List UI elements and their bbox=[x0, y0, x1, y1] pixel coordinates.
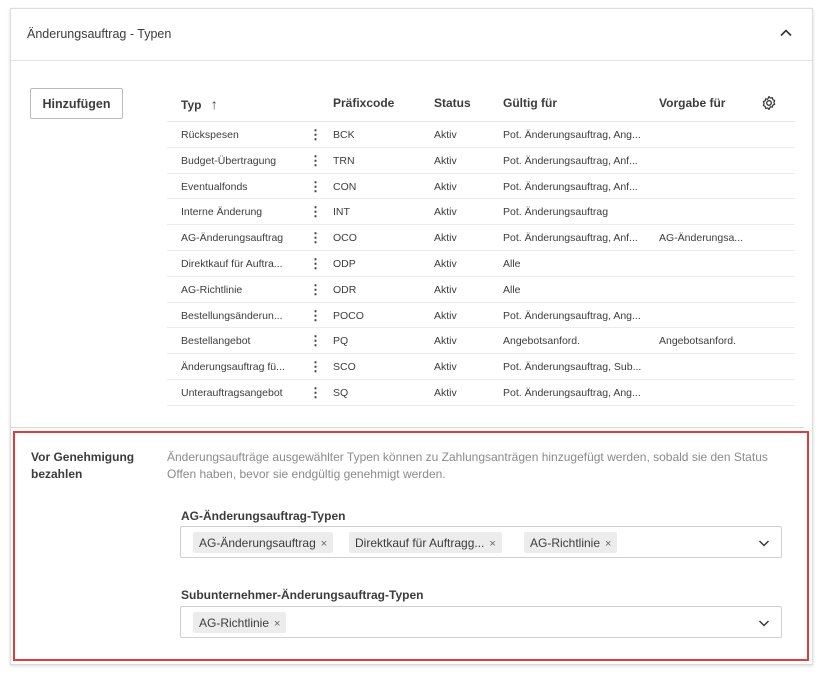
divider bbox=[11, 427, 804, 428]
table-row[interactable] bbox=[167, 303, 795, 329]
column-label: Typ bbox=[181, 98, 202, 112]
table-row[interactable] bbox=[167, 122, 795, 148]
valid-for-cell: Pot. Änderungsauftrag, Ang... bbox=[503, 309, 641, 322]
valid-for-cell: Pot. Änderungsauftrag, Ang... bbox=[503, 386, 641, 399]
type-cell: Änderungsauftrag fü... bbox=[181, 361, 285, 374]
column-header-status[interactable]: Status bbox=[434, 96, 471, 110]
status-cell: Aktiv bbox=[434, 283, 457, 296]
chevron-down-icon[interactable] bbox=[757, 616, 771, 630]
prefix-cell: ODP bbox=[333, 257, 356, 270]
selected-chip bbox=[193, 532, 333, 553]
prefix-cell: INT bbox=[333, 206, 350, 219]
prefix-cell: SCO bbox=[333, 361, 356, 374]
valid-for-cell: Pot. Änderungsauftrag bbox=[503, 206, 609, 219]
status-cell: Aktiv bbox=[434, 386, 457, 399]
status-cell: Aktiv bbox=[434, 180, 457, 193]
type-cell: Rückspesen bbox=[181, 129, 239, 141]
status-cell: Aktiv bbox=[434, 361, 457, 374]
chevron-down-icon[interactable] bbox=[757, 536, 771, 550]
remove-chip-icon[interactable]: × bbox=[320, 538, 328, 550]
more-options-icon[interactable]: ⋮ bbox=[309, 127, 322, 142]
table-row[interactable] bbox=[167, 148, 795, 174]
table-row[interactable] bbox=[167, 251, 795, 277]
table-row[interactable] bbox=[167, 225, 795, 251]
table-row[interactable] bbox=[167, 174, 795, 200]
prefix-cell: ODR bbox=[333, 283, 357, 296]
valid-for-cell: Pot. Änderungsauftrag, Ang... bbox=[503, 129, 641, 141]
type-cell: AG-Richtlinie bbox=[181, 283, 243, 296]
more-options-icon[interactable]: ⋮ bbox=[309, 255, 322, 271]
type-cell: Unterauftragsangebot bbox=[181, 386, 283, 399]
sub-types-label: Subunternehmer-Änderungsauftrag-Typen bbox=[181, 588, 424, 602]
prefix-cell: PQ bbox=[333, 335, 349, 348]
remove-chip-icon[interactable]: × bbox=[274, 618, 281, 630]
types-table bbox=[167, 87, 795, 406]
column-header-typ[interactable] bbox=[181, 96, 218, 112]
valid-for-cell: Alle bbox=[503, 283, 521, 296]
prefix-cell: CON bbox=[333, 180, 357, 193]
section-label: Vor Genehmigung bezahlen bbox=[31, 450, 135, 481]
more-options-icon[interactable]: ⋮ bbox=[309, 230, 322, 246]
status-cell: Aktiv bbox=[434, 154, 457, 167]
status-cell: Aktiv bbox=[434, 309, 457, 322]
chip-label: AG-Richtlinie bbox=[199, 616, 270, 630]
more-options-icon[interactable]: ⋮ bbox=[309, 384, 322, 400]
valid-for-cell: Angebotsanford. bbox=[503, 335, 581, 348]
status-cell: Aktiv bbox=[434, 206, 457, 219]
status-cell: Aktiv bbox=[434, 257, 457, 270]
more-options-icon[interactable]: ⋮ bbox=[309, 307, 322, 323]
remove-chip-icon[interactable]: × bbox=[489, 538, 496, 550]
remove-chip-icon[interactable]: × bbox=[605, 538, 612, 550]
default-for-cell: AG-Änderungsa... bbox=[659, 232, 744, 245]
more-options-icon[interactable]: ⋮ bbox=[309, 204, 322, 220]
column-header-valid-for[interactable]: Gültig für bbox=[503, 96, 557, 110]
panel-title: Änderungsauftrag - Typen bbox=[27, 27, 172, 41]
more-options-icon[interactable]: ⋮ bbox=[309, 152, 322, 168]
table-header bbox=[167, 87, 795, 122]
gear-icon[interactable] bbox=[761, 95, 777, 111]
selected-chip bbox=[524, 532, 617, 553]
ag-types-label: AG-Änderungsauftrag-Typen bbox=[181, 509, 346, 523]
selected-chip bbox=[193, 612, 286, 633]
more-options-icon[interactable]: ⋮ bbox=[309, 178, 322, 194]
table-row[interactable] bbox=[167, 354, 795, 380]
type-cell: Interne Änderung bbox=[181, 206, 263, 219]
default-for-cell: Angebotsanford. bbox=[659, 335, 737, 348]
more-options-icon[interactable]: ⋮ bbox=[309, 359, 322, 375]
type-cell: Eventualfonds bbox=[181, 180, 248, 193]
chip-label: AG-Richtlinie bbox=[530, 536, 601, 550]
prefix-cell: OCO bbox=[333, 232, 357, 245]
prefix-cell: POCO bbox=[333, 309, 364, 322]
change-order-types-panel bbox=[10, 8, 813, 665]
sort-ascending-icon: ↑ bbox=[210, 96, 218, 112]
valid-for-cell: Pot. Änderungsauftrag, Anf... bbox=[503, 232, 638, 245]
more-options-icon[interactable]: ⋮ bbox=[309, 333, 322, 349]
prefix-cell: BCK bbox=[333, 129, 355, 141]
status-cell: Aktiv bbox=[434, 232, 457, 245]
table-row[interactable] bbox=[167, 199, 795, 225]
section-description: Änderungsaufträge ausgewählter Typen können zu Zahlungsanträgen hinzugefügt werden, sobald sie den Status Offen haben, bevor sie endgültig genehmigt werden. bbox=[167, 450, 768, 481]
table-row[interactable] bbox=[167, 277, 795, 303]
ag-types-multiselect[interactable] bbox=[180, 526, 782, 558]
type-cell: Bestellungsänderun... bbox=[181, 309, 283, 322]
valid-for-cell: Pot. Änderungsauftrag, Anf... bbox=[503, 154, 638, 167]
selected-chip bbox=[349, 532, 502, 553]
panel-header[interactable] bbox=[11, 9, 812, 61]
type-cell: AG-Änderungsauftrag bbox=[181, 232, 284, 245]
column-header-default-for[interactable]: Vorgabe für bbox=[659, 96, 726, 110]
prefix-cell: SQ bbox=[333, 386, 349, 399]
prefix-cell: TRN bbox=[333, 154, 355, 167]
valid-for-cell: Pot. Änderungsauftrag, Anf... bbox=[503, 180, 638, 193]
valid-for-cell: Alle bbox=[503, 257, 521, 270]
status-cell: Aktiv bbox=[434, 129, 457, 141]
chip-label: AG-Änderungsauftrag bbox=[199, 536, 316, 550]
type-cell: Bestellangebot bbox=[181, 335, 251, 348]
type-cell: Direktkauf für Auftra... bbox=[181, 257, 283, 270]
valid-for-cell: Pot. Änderungsauftrag, Sub... bbox=[503, 361, 642, 374]
table-row[interactable] bbox=[167, 328, 795, 354]
more-options-icon[interactable]: ⋮ bbox=[309, 281, 322, 297]
type-cell: Budget-Übertragung bbox=[181, 154, 277, 167]
column-header-prefix[interactable]: Präfixcode bbox=[333, 96, 395, 110]
status-cell: Aktiv bbox=[434, 335, 457, 348]
sub-types-multiselect[interactable] bbox=[180, 606, 782, 638]
chip-label: Direktkauf für Auftragg... bbox=[355, 536, 485, 550]
add-button[interactable]: Hinzufügen bbox=[30, 88, 123, 119]
chevron-up-icon[interactable] bbox=[778, 25, 794, 41]
table-row[interactable] bbox=[167, 380, 795, 406]
pay-before-approval-section bbox=[13, 431, 809, 661]
